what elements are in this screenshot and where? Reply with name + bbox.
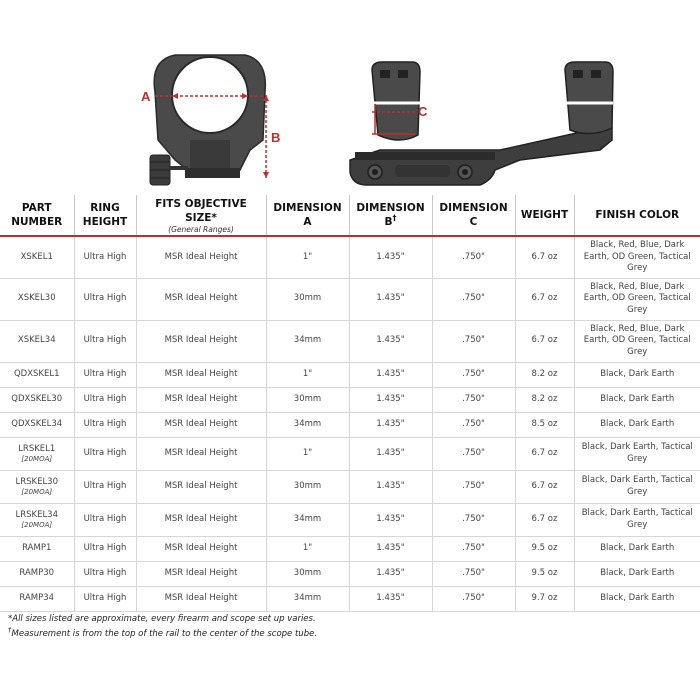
fits-size-cell bbox=[136, 470, 266, 503]
weight-cell-value: 8.2 oz bbox=[531, 368, 558, 379]
finish-color-cell-value: Black, Dark Earth bbox=[600, 418, 675, 429]
weight-cell bbox=[515, 278, 574, 320]
finish-color-cell bbox=[574, 236, 700, 278]
column-header-label: FITS OBJECTIVE SIZE* bbox=[155, 197, 247, 224]
part-number-cell-value: XSKEL1 bbox=[20, 251, 53, 262]
dimension-a-cell bbox=[266, 536, 349, 561]
column-header bbox=[349, 195, 432, 236]
table-header-row bbox=[0, 195, 700, 236]
finish-color-cell-value: Black, Dark Earth bbox=[600, 393, 675, 404]
part-number-cell bbox=[0, 503, 74, 536]
fits-size-cell bbox=[136, 503, 266, 536]
dimension-b-cell bbox=[349, 503, 432, 536]
dimension-c-cell bbox=[432, 470, 515, 503]
fits-size-cell-value: MSR Ideal Height bbox=[164, 251, 238, 262]
part-number-cell bbox=[0, 586, 74, 611]
dimension-c-cell bbox=[432, 437, 515, 470]
ring-height-cell-value: Ultra High bbox=[83, 567, 127, 578]
dimension-c-cell-value: .750" bbox=[462, 335, 485, 346]
dimension-b-cell-value: 1.435" bbox=[376, 447, 405, 458]
dimension-c-cell bbox=[432, 586, 515, 611]
column-header-label: DIMENSION B bbox=[356, 202, 425, 228]
ring-height-cell bbox=[74, 320, 136, 362]
column-header-sublabel: (General Ranges) bbox=[168, 224, 234, 234]
finish-color-cell bbox=[574, 503, 700, 536]
ring-height-cell-value: Ultra High bbox=[83, 251, 127, 262]
ring-height-cell-value: Ultra High bbox=[83, 393, 127, 404]
dimension-b-cell bbox=[349, 437, 432, 470]
dimension-b-cell bbox=[349, 278, 432, 320]
fits-size-cell bbox=[136, 536, 266, 561]
weight-cell-value: 9.5 oz bbox=[531, 567, 558, 578]
dimension-b-cell-value: 1.435" bbox=[376, 418, 405, 429]
dimension-c-cell bbox=[432, 387, 515, 412]
dimension-b-cell-value: 1.435" bbox=[376, 480, 405, 491]
weight-cell bbox=[515, 362, 574, 387]
part-number-cell bbox=[0, 437, 74, 470]
column-header-label: WEIGHT bbox=[520, 209, 569, 221]
ring-height-cell bbox=[74, 536, 136, 561]
label-c: C bbox=[418, 104, 428, 119]
table-row bbox=[0, 503, 700, 536]
weight-cell bbox=[515, 503, 574, 536]
finish-color-cell-value: Black, Dark Earth, Tactical Grey bbox=[581, 442, 693, 464]
dimension-a-cell bbox=[266, 437, 349, 470]
column-header bbox=[0, 195, 74, 236]
spec-table bbox=[0, 195, 700, 612]
part-number-cell-value: LRSKEL1 bbox=[18, 443, 56, 454]
fits-size-cell bbox=[136, 236, 266, 278]
weight-cell bbox=[515, 412, 574, 437]
weight-cell-value: 8.5 oz bbox=[531, 418, 558, 429]
fits-size-cell-value: MSR Ideal Height bbox=[164, 418, 238, 429]
dimension-c-cell-value: .750" bbox=[462, 513, 485, 524]
dimension-a-cell-value: 30mm bbox=[293, 480, 322, 491]
ring-height-cell-value: Ultra High bbox=[83, 447, 127, 458]
ring-height-cell bbox=[74, 362, 136, 387]
dimension-c-cell bbox=[432, 362, 515, 387]
footnote-approximate: *All sizes listed are approximate, every firearm and scope set up varies. bbox=[8, 614, 316, 624]
finish-color-cell-value: Black, Dark Earth, Tactical Grey bbox=[581, 475, 693, 497]
finish-color-cell bbox=[574, 412, 700, 437]
part-number-cell-value: QDXSKEL34 bbox=[11, 418, 63, 429]
ring-height-cell-value: Ultra High bbox=[83, 293, 127, 304]
weight-cell bbox=[515, 536, 574, 561]
column-header bbox=[136, 195, 266, 236]
part-number-cell-value: RAMP1 bbox=[22, 542, 52, 553]
ring-height-cell bbox=[74, 437, 136, 470]
dimension-a-cell bbox=[266, 561, 349, 586]
weight-cell bbox=[515, 470, 574, 503]
dimension-c-cell bbox=[432, 503, 515, 536]
part-number-cell bbox=[0, 470, 74, 503]
dimension-a-cell-value: 1" bbox=[302, 251, 313, 262]
dimension-c-cell bbox=[432, 536, 515, 561]
weight-cell bbox=[515, 586, 574, 611]
label-a: A bbox=[141, 89, 151, 104]
table-row bbox=[0, 561, 700, 586]
fits-size-cell bbox=[136, 320, 266, 362]
part-note: [20MOA] bbox=[21, 488, 53, 497]
ring-height-cell-value: Ultra High bbox=[83, 480, 127, 491]
dagger-mark: † bbox=[392, 213, 397, 223]
table-row bbox=[0, 470, 700, 503]
dimension-c-cell-value: .750" bbox=[462, 480, 485, 491]
column-header bbox=[74, 195, 136, 236]
dimension-a-cell bbox=[266, 278, 349, 320]
dimension-c-cell-value: .750" bbox=[462, 542, 485, 553]
dimension-c-cell-value: .750" bbox=[462, 418, 485, 429]
dimension-a-cell-value: 30mm bbox=[293, 567, 322, 578]
part-number-cell-value: XSKEL34 bbox=[17, 335, 56, 346]
column-header bbox=[266, 195, 349, 236]
column-header-label: DIMENSION C bbox=[439, 202, 508, 228]
weight-cell bbox=[515, 437, 574, 470]
ring-height-cell bbox=[74, 412, 136, 437]
table-row bbox=[0, 320, 700, 362]
fits-size-cell-value: MSR Ideal Height bbox=[164, 393, 238, 404]
finish-color-cell bbox=[574, 561, 700, 586]
fits-size-cell-value: MSR Ideal Height bbox=[164, 567, 238, 578]
finish-color-cell-value: Black, Dark Earth bbox=[600, 542, 675, 553]
dimension-c-cell-value: .750" bbox=[462, 567, 485, 578]
table-row bbox=[0, 387, 700, 412]
dimension-b-cell bbox=[349, 536, 432, 561]
part-number-cell bbox=[0, 320, 74, 362]
fits-size-cell bbox=[136, 387, 266, 412]
ring-height-cell bbox=[74, 236, 136, 278]
dimension-a-cell-value: 1" bbox=[302, 368, 313, 379]
dimension-a-cell bbox=[266, 412, 349, 437]
finish-color-cell-value: Black, Red, Blue, Dark Earth, OD Green, Tactical Grey bbox=[583, 240, 691, 273]
ring-height-cell bbox=[74, 503, 136, 536]
column-header bbox=[574, 195, 700, 236]
dimension-b-cell bbox=[349, 561, 432, 586]
dimension-a-cell-value: 34mm bbox=[293, 592, 322, 603]
finish-color-cell bbox=[574, 278, 700, 320]
weight-cell bbox=[515, 320, 574, 362]
weight-cell-value: 6.7 oz bbox=[531, 513, 558, 524]
dimension-b-cell bbox=[349, 387, 432, 412]
finish-color-cell bbox=[574, 387, 700, 412]
dimension-b-cell-value: 1.435" bbox=[376, 542, 405, 553]
column-header-label: FINISH COLOR bbox=[595, 209, 680, 221]
fits-size-cell-value: MSR Ideal Height bbox=[164, 480, 238, 491]
part-number-cell-value: QDXSKEL30 bbox=[11, 393, 63, 404]
dimension-b-cell-value: 1.435" bbox=[376, 335, 405, 346]
fits-size-cell-value: MSR Ideal Height bbox=[164, 592, 238, 603]
ring-height-cell-value: Ultra High bbox=[83, 335, 127, 346]
table-row bbox=[0, 412, 700, 437]
finish-color-cell bbox=[574, 586, 700, 611]
dimension-a-cell bbox=[266, 586, 349, 611]
fits-size-cell-value: MSR Ideal Height bbox=[164, 513, 238, 524]
dimension-a-cell bbox=[266, 320, 349, 362]
weight-cell bbox=[515, 387, 574, 412]
part-number-cell bbox=[0, 536, 74, 561]
dimension-c-cell bbox=[432, 412, 515, 437]
dimension-b-cell-value: 1.435" bbox=[376, 293, 405, 304]
table-body bbox=[0, 236, 700, 611]
ring-height-cell-value: Ultra High bbox=[83, 418, 127, 429]
part-number-cell bbox=[0, 362, 74, 387]
part-number-cell-value: RAMP34 bbox=[19, 592, 55, 603]
part-note: [20MOA] bbox=[21, 455, 53, 464]
column-header bbox=[515, 195, 574, 236]
fits-size-cell-value: MSR Ideal Height bbox=[164, 293, 238, 304]
footnotes bbox=[8, 612, 317, 642]
dimension-b-cell-value: 1.435" bbox=[376, 513, 405, 524]
fits-size-cell-value: MSR Ideal Height bbox=[164, 335, 238, 346]
mount-diagram bbox=[0, 0, 700, 195]
fits-size-cell-value: MSR Ideal Height bbox=[164, 542, 238, 553]
dagger-mark: † bbox=[8, 626, 12, 635]
weight-cell-value: 9.5 oz bbox=[531, 542, 558, 553]
dimension-b-cell bbox=[349, 362, 432, 387]
dimension-c-cell bbox=[432, 320, 515, 362]
dimension-c-cell-value: .750" bbox=[462, 393, 485, 404]
dimension-a-cell-value: 34mm bbox=[293, 335, 322, 346]
finish-color-cell-value: Black, Dark Earth bbox=[600, 368, 675, 379]
table-row bbox=[0, 362, 700, 387]
dimension-b-cell bbox=[349, 470, 432, 503]
finish-color-cell-value: Black, Dark Earth bbox=[600, 592, 675, 603]
dimension-c-cell-value: .750" bbox=[462, 293, 485, 304]
footnote-measurement-text: Measurement is from the top of the rail to the center of the scope tube. bbox=[11, 629, 318, 639]
part-number-cell-value: RAMP30 bbox=[19, 567, 55, 578]
dimension-b-cell-value: 1.435" bbox=[376, 592, 405, 603]
ring-height-cell bbox=[74, 278, 136, 320]
part-number-cell-value: XSKEL30 bbox=[17, 293, 56, 304]
ring-height-cell-value: Ultra High bbox=[83, 592, 127, 603]
weight-cell-value: 6.7 oz bbox=[531, 480, 558, 491]
finish-color-cell bbox=[574, 536, 700, 561]
dimension-a-cell bbox=[266, 236, 349, 278]
ring-height-cell-value: Ultra High bbox=[83, 513, 127, 524]
part-number-cell bbox=[0, 387, 74, 412]
table-row bbox=[0, 278, 700, 320]
table-row bbox=[0, 437, 700, 470]
fits-size-cell bbox=[136, 561, 266, 586]
dimension-a-cell-value: 34mm bbox=[293, 513, 322, 524]
footnote-measurement bbox=[8, 627, 317, 642]
dimension-b-cell bbox=[349, 236, 432, 278]
part-number-cell-value: LRSKEL34 bbox=[15, 509, 59, 520]
weight-cell-value: 6.7 oz bbox=[531, 293, 558, 304]
ring-height-cell bbox=[74, 387, 136, 412]
dimension-a-cell bbox=[266, 470, 349, 503]
dimension-c-cell bbox=[432, 278, 515, 320]
weight-cell bbox=[515, 236, 574, 278]
finish-color-cell bbox=[574, 362, 700, 387]
column-header-label: DIMENSION A bbox=[273, 202, 342, 228]
fits-size-cell bbox=[136, 278, 266, 320]
fits-size-cell bbox=[136, 437, 266, 470]
part-note: [20MOA] bbox=[21, 521, 53, 530]
dimension-c-cell-value: .750" bbox=[462, 592, 485, 603]
finish-color-cell-value: Black, Dark Earth bbox=[600, 567, 675, 578]
weight-cell-value: 6.7 oz bbox=[531, 447, 558, 458]
fits-size-cell-value: MSR Ideal Height bbox=[164, 368, 238, 379]
column-header bbox=[432, 195, 515, 236]
fits-size-cell bbox=[136, 362, 266, 387]
ring-front-view bbox=[150, 55, 265, 185]
ring-height-cell bbox=[74, 561, 136, 586]
weight-cell-value: 6.7 oz bbox=[531, 335, 558, 346]
dimension-a-cell bbox=[266, 387, 349, 412]
fits-size-cell bbox=[136, 586, 266, 611]
dimension-a-cell-value: 30mm bbox=[293, 393, 322, 404]
dimension-a-cell bbox=[266, 503, 349, 536]
part-number-cell-value: QDXSKEL1 bbox=[13, 368, 60, 379]
finish-color-cell-value: Black, Dark Earth, Tactical Grey bbox=[581, 508, 693, 530]
dimension-a-cell-value: 1" bbox=[302, 542, 313, 553]
dimension-b-cell-value: 1.435" bbox=[376, 567, 405, 578]
finish-color-cell bbox=[574, 470, 700, 503]
dimension-b-cell bbox=[349, 320, 432, 362]
part-number-cell bbox=[0, 561, 74, 586]
column-header-label: RING HEIGHT bbox=[82, 202, 128, 228]
dimension-b-cell-value: 1.435" bbox=[376, 393, 405, 404]
dimension-a-cell-value: 30mm bbox=[293, 293, 322, 304]
dimension-a-cell-value: 34mm bbox=[293, 418, 322, 429]
table-row bbox=[0, 536, 700, 561]
dimension-c-cell-value: .750" bbox=[462, 447, 485, 458]
part-number-cell-value: LRSKEL30 bbox=[15, 476, 59, 487]
dimension-c-cell bbox=[432, 236, 515, 278]
part-number-cell bbox=[0, 236, 74, 278]
part-number-cell bbox=[0, 412, 74, 437]
ring-height-cell-value: Ultra High bbox=[83, 368, 127, 379]
fits-size-cell-value: MSR Ideal Height bbox=[164, 447, 238, 458]
finish-color-cell bbox=[574, 437, 700, 470]
part-number-cell bbox=[0, 278, 74, 320]
label-b: B bbox=[271, 130, 281, 145]
fits-size-cell bbox=[136, 412, 266, 437]
table-row bbox=[0, 586, 700, 611]
ring-height-cell bbox=[74, 586, 136, 611]
weight-cell-value: 8.2 oz bbox=[531, 393, 558, 404]
finish-color-cell bbox=[574, 320, 700, 362]
weight-cell bbox=[515, 561, 574, 586]
dimension-c-cell-value: .750" bbox=[462, 251, 485, 262]
finish-color-cell-value: Black, Red, Blue, Dark Earth, OD Green, Tactical Grey bbox=[583, 323, 691, 357]
table-row bbox=[0, 236, 700, 278]
dimension-b-cell bbox=[349, 412, 432, 437]
dimension-b-cell-value: 1.435" bbox=[376, 251, 405, 262]
weight-cell-value: 6.7 oz bbox=[531, 251, 558, 262]
dimension-c-cell bbox=[432, 561, 515, 586]
dimension-a-cell bbox=[266, 362, 349, 387]
dimension-a-cell-value: 1" bbox=[302, 447, 313, 458]
column-header-label: PART NUMBER bbox=[11, 202, 63, 228]
dimension-b-cell-value: 1.435" bbox=[376, 368, 405, 379]
dimension-b-cell bbox=[349, 586, 432, 611]
ring-height-cell-value: Ultra High bbox=[83, 542, 127, 553]
dimension-c-cell-value: .750" bbox=[462, 368, 485, 379]
finish-color-cell-value: Black, Red, Blue, Dark Earth, OD Green, Tactical Grey bbox=[583, 281, 691, 315]
weight-cell-value: 9.7 oz bbox=[531, 592, 558, 603]
ring-height-cell bbox=[74, 470, 136, 503]
mount-side-view bbox=[350, 62, 613, 185]
